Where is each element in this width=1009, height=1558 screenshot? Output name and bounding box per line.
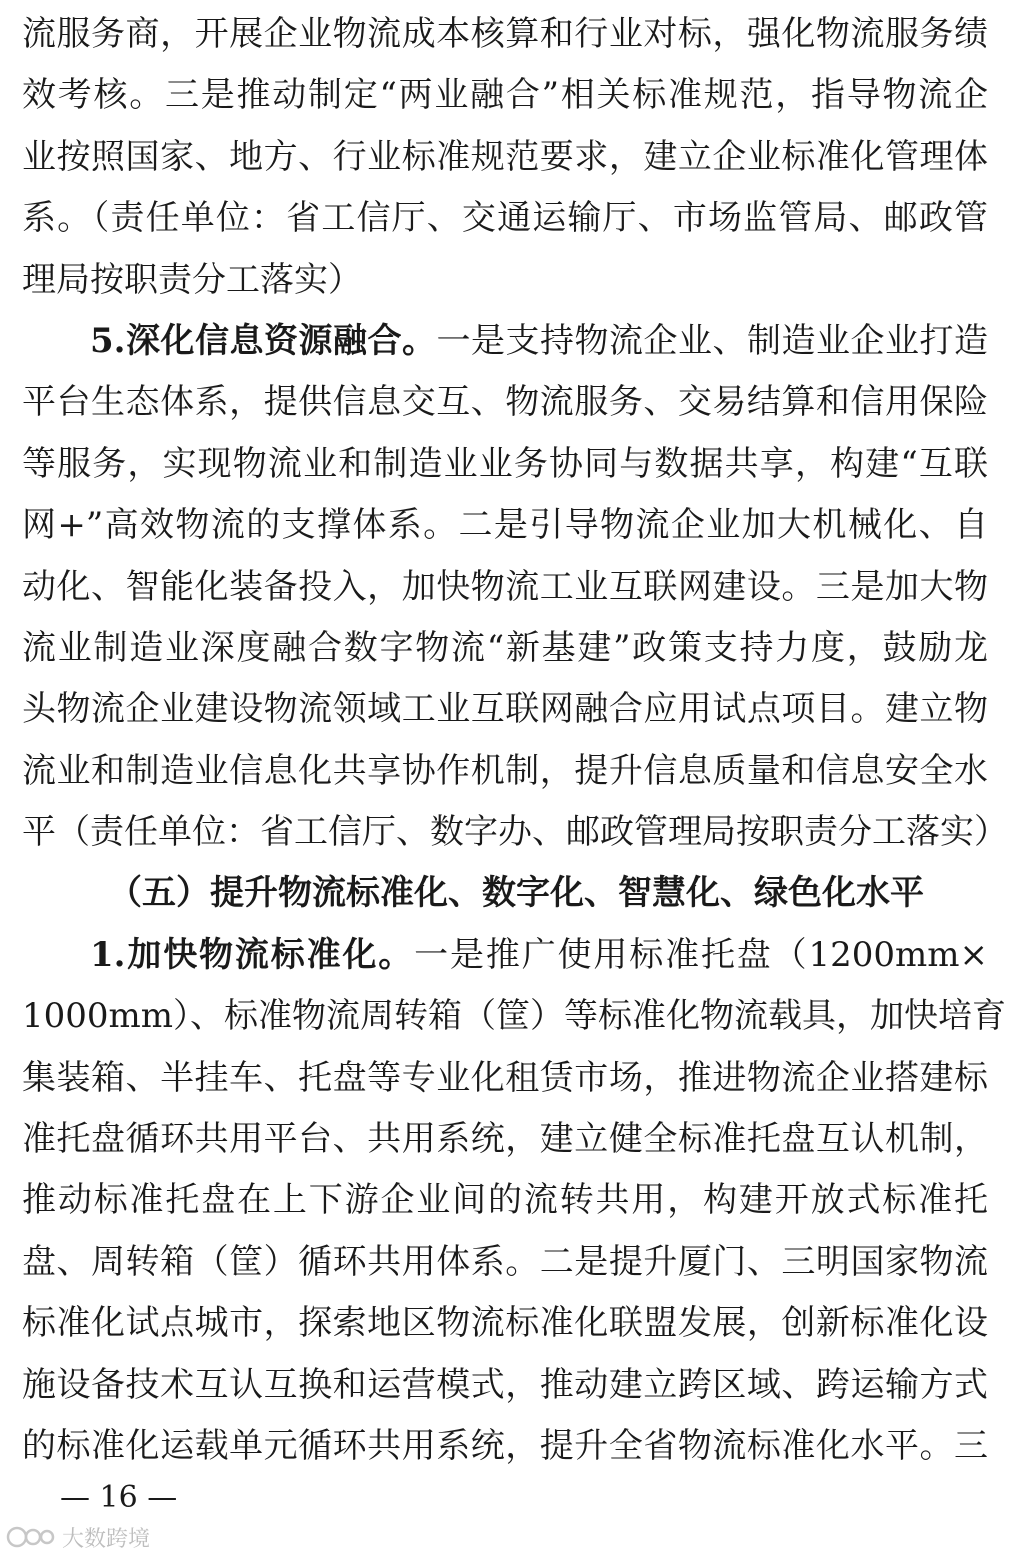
text-line: 1000mm）、标准物流周转箱（筐）等标准化物流载具，加快培育	[22, 996, 1007, 1037]
text-line: 效考核。三是推动制定“两业融合”相关标准规范，指导物流企	[22, 75, 988, 116]
text-line: 盘、周转箱（筐）循环共用体系。二是提升厦门、三明国家物流	[22, 1241, 988, 1282]
text-line: 的标准化运载单元循环共用系统，提升全省物流标准化水平。三	[22, 1425, 988, 1466]
text-line: 等服务，实现物流业和制造业业务协同与数据共享，构建“互联	[22, 443, 988, 484]
text-line: 推动标准托盘在上下游企业间的流转共用，构建开放式标准托	[22, 1180, 988, 1221]
section-5-first-line	[22, 311, 988, 372]
text-line: 施设备技术互认互换和运营模式，推动建立跨区域、跨运输方式	[22, 1364, 988, 1405]
watermark-text: 大数跨境	[62, 1526, 151, 1552]
text-line: 系。（责任单位：省工信厅、交通运输厅、市场监管局、邮政管	[22, 198, 988, 239]
document-page	[22, 4, 1008, 1477]
section-1-first-line	[22, 925, 988, 986]
text-line: 网+”高效物流的支撑体系。二是引导物流企业加大机械化、自	[22, 505, 988, 546]
section-heading: （五）提升物流标准化、数字化、智慧化、绿色化水平	[108, 873, 924, 914]
text-line: 准托盘循环共用平台、共用系统，建立健全标准托盘互认机制，	[22, 1119, 988, 1160]
text-line: 头物流企业建设物流领域工业互联网融合应用试点项目。建立物	[22, 689, 988, 730]
text-line: 业按照国家、地方、行业标准规范要求，建立企业标准化管理体	[22, 136, 988, 177]
watermark	[6, 1522, 150, 1552]
section-5-title: 5.深化信息资源融合。	[90, 320, 437, 361]
text-line: 理局按职责分工落实）	[22, 259, 362, 300]
section-1-first-line-text: 一是推广使用标准托盘（1200mm×	[414, 934, 989, 975]
page-number: — 16 —	[60, 1480, 178, 1515]
text-line: 集装箱、半挂车、托盘等专业化租赁市场，推进物流企业搭建标	[22, 1057, 988, 1098]
watermark-logo-icon	[6, 1524, 56, 1550]
text-line: 标准化试点城市，探索地区物流标准化联盟发展，创新标准化设	[22, 1303, 988, 1344]
text-line: 流业和制造业信息化共享协作机制，提升信息质量和信息安全水	[22, 750, 988, 791]
text-line: 平（责任单位：省工信厅、数字办、邮政管理局按职责分工落实）	[22, 812, 1008, 853]
section-5-first-line-text: 一是支持物流企业、制造业企业打造	[436, 320, 988, 361]
text-line: 平台生态体系，提供信息交互、物流服务、交易结算和信用保险	[22, 382, 988, 423]
text-line: 流服务商，开展企业物流成本核算和行业对标，强化物流服务绩	[22, 14, 988, 54]
section-1-title: 1.加快物流标准化。	[90, 934, 415, 975]
text-line: 流业制造业深度融合数字物流“新基建”政策支持力度，鼓励龙	[22, 627, 988, 668]
text-line: 动化、智能化装备投入，加快物流工业互联网建设。三是加大物	[22, 566, 988, 607]
